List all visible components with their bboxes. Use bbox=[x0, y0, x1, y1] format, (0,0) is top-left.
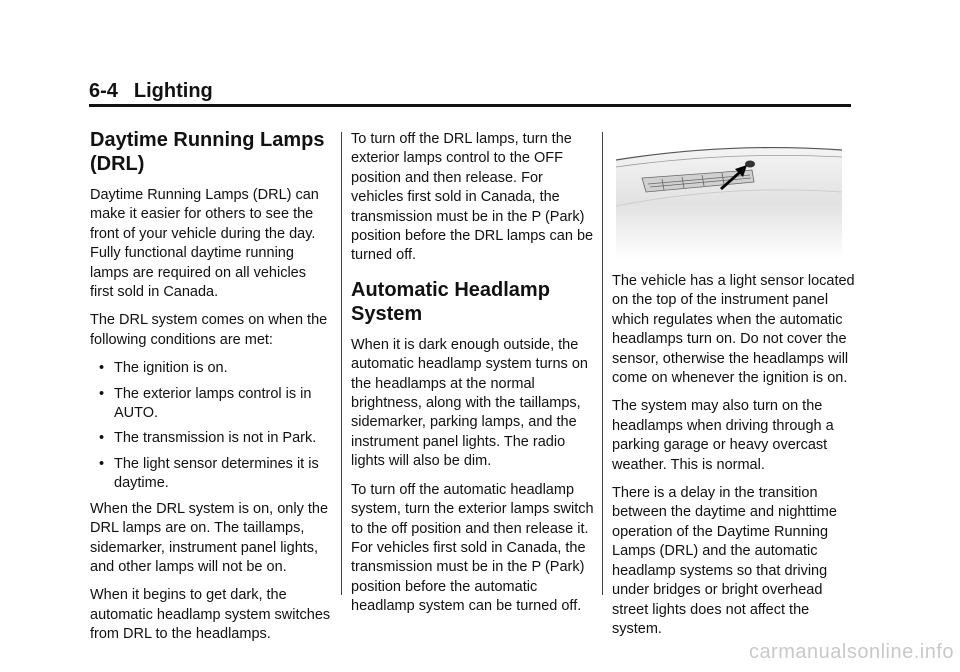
light-sensor-paragraph: The vehicle has a light sensor located on the top of the instrument panel which regulates when the automatic headlamps turn on. Do not cover the sensor, otherwise the headlamps will come on whenever the ignition is on. bbox=[612, 273, 855, 387]
bullet: • bbox=[99, 360, 105, 377]
watermark: carmanualsonline.info bbox=[748, 641, 954, 663]
drl-conditions-list bbox=[90, 359, 332, 493]
page-header bbox=[89, 80, 851, 103]
drl-conditions-intro: The DRL system comes on when the following conditions are met: bbox=[90, 312, 328, 348]
garage-paragraph: The system may also turn on the headlamps when driving through a parking garage or heavy overcast weather. This is normal. bbox=[612, 398, 834, 473]
drl-on-paragraph: When the DRL system is on, only the DRL lamps are on. The taillamps, sidemarker, instrument panel lights, and other lamps will not be on. bbox=[90, 500, 329, 575]
drl-dark-paragraph: When it begins to get dark, the automatic headlamp system switches from DRL to the headlamps. bbox=[90, 587, 331, 643]
list-item: • The exterior lamps control is in AUTO. bbox=[99, 385, 312, 422]
bullet: • bbox=[99, 455, 105, 472]
drl-intro: Daytime Running Lamps (DRL) can make it easier for others to see the front of your vehicle during the day. Fully functional daytime running lamps are required on all vehicles first sold in Canada. bbox=[90, 187, 319, 301]
list-item: • The ignition is on. bbox=[90, 359, 332, 378]
column-3 bbox=[612, 272, 857, 648]
header-rule bbox=[89, 104, 851, 107]
column-divider bbox=[341, 132, 342, 595]
section-title: Lighting bbox=[133, 80, 213, 102]
column-divider bbox=[602, 132, 603, 595]
list-item: • The transmission is not in Park. bbox=[90, 429, 332, 448]
column-1 bbox=[90, 128, 332, 654]
delay-paragraph: There is a delay in the transition between the daytime and nighttime operation of the Daytime Running Lamps (DRL) and the automatic headlamp systems so that driving under bridges or bright overhead street lights does not affect the system. bbox=[612, 485, 837, 637]
auto-headlamp-turn-off-paragraph: To turn off the automatic headlamp system, turn the exterior lamps switch to the off position and then release it. For vehicles first sold in Canada, the transmission must be in the P (Park) position before the automatic headlamp system can be turned off. bbox=[351, 481, 594, 615]
auto-headlamp-paragraph: When it is dark enough outside, the automatic headlamp system turns on the headlamps at the normal brightness, along with the taillamps, sidemarker, parking lamps, and the instrument panel lights. The radio lights will also be dim. bbox=[351, 336, 588, 470]
column-2 bbox=[351, 128, 594, 626]
bullet: • bbox=[99, 430, 105, 447]
section-number: 6-4 bbox=[89, 80, 118, 102]
drl-turn-off-paragraph: To turn off the DRL lamps, turn the exterior lamps control to the OFF position and then release. For vehicles first sold in Canada, the transmission must be in the P (Park) position before the DRL lamps can be turned off. bbox=[351, 131, 594, 264]
drl-heading: Daytime Running Lamps (DRL) bbox=[90, 129, 325, 175]
bullet: • bbox=[99, 385, 105, 402]
light-sensor-illustration bbox=[612, 134, 846, 260]
list-item: • The light sensor determines it is daytime. bbox=[99, 455, 319, 492]
auto-headlamp-heading: Automatic Headlamp System bbox=[351, 278, 550, 325]
